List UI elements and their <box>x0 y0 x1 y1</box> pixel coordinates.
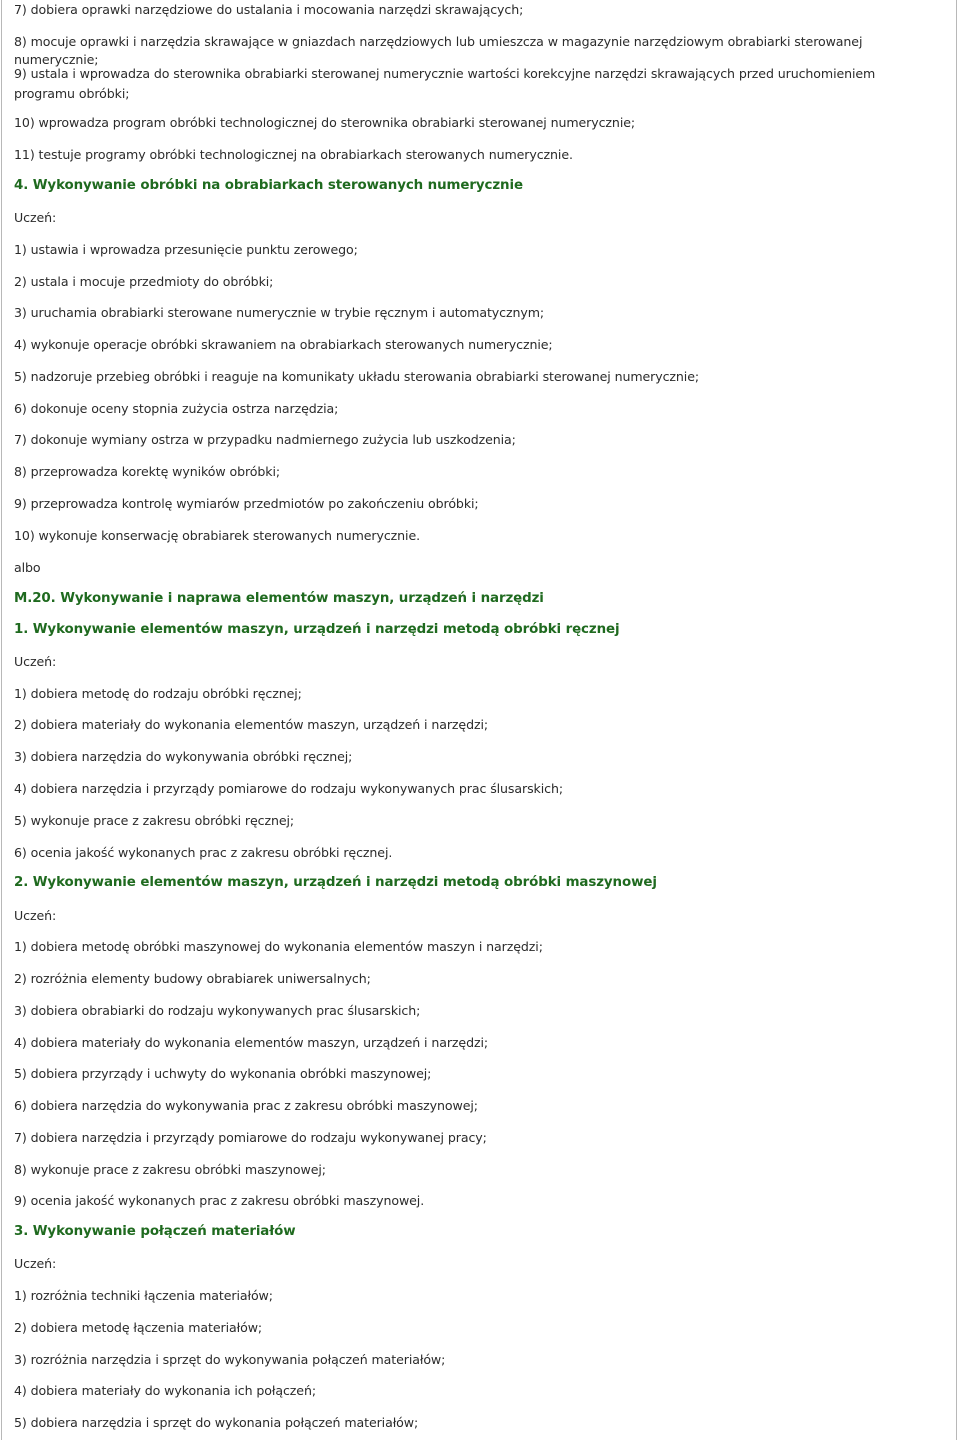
list-item: 10) wprowadza program obróbki technologicznej do sterownika obrabiarki sterowanej numerycznie; <box>14 115 636 130</box>
qualification-heading: M.20. Wykonywanie i naprawa elementów maszyn, urządzeń i narzędzi <box>14 591 544 606</box>
section-heading: 2. Wykonywanie elementów maszyn, urządzeń i narzędzi metodą obróbki maszynowej <box>14 875 657 890</box>
student-label: Uczeń: <box>14 210 57 225</box>
list-item: 9) ocenia jakość wykonanych prac z zakresu obróbki maszynowej. <box>14 1193 425 1208</box>
list-item: 10) wykonuje konserwację obrabiarek sterowanych numerycznie. <box>14 528 421 543</box>
list-item: 3) uruchamia obrabiarki sterowane numerycznie w trybie ręcznym i automatycznym; <box>14 305 545 320</box>
student-label: Uczeń: <box>14 1256 57 1271</box>
list-item: 9) ustala i wprowadza do sterownika obrabiarki sterowanej numerycznie wartości korekcyjne narzędzi skrawających przed uruchomieniem programu obróbki; <box>14 66 876 101</box>
list-item: 4) wykonuje operacje obróbki skrawaniem na obrabiarkach sterowanych numerycznie; <box>14 337 553 352</box>
list-item: 4) dobiera materiały do wykonania ich połączeń; <box>14 1383 316 1398</box>
list-item: 5) wykonuje prace z zakresu obróbki ręcznej; <box>14 813 295 828</box>
list-item: 2) ustala i mocuje przedmioty do obróbki; <box>14 274 274 289</box>
section-heading: 4. Wykonywanie obróbki na obrabiarkach sterowanych numerycznie <box>14 178 523 193</box>
list-item: 4) dobiera narzędzia i przyrządy pomiarowe do rodzaju wykonywanych prac ślusarskich; <box>14 781 563 796</box>
list-item: 9) przeprowadza kontrolę wymiarów przedmiotów po zakończeniu obróbki; <box>14 496 479 511</box>
section-heading: 1. Wykonywanie elementów maszyn, urządzeń i narzędzi metodą obróbki ręcznej <box>14 622 620 637</box>
list-item: 3) rozróżnia narzędzia i sprzęt do wykonywania połączeń materiałów; <box>14 1352 446 1367</box>
list-item: 8) wykonuje prace z zakresu obróbki maszynowej; <box>14 1162 326 1177</box>
list-item: 6) dokonuje oceny stopnia zużycia ostrza narzędzia; <box>14 401 339 416</box>
list-item: 7) dokonuje wymiany ostrza w przypadku nadmiernego zużycia lub uszkodzenia; <box>14 432 516 447</box>
list-item: 8) przeprowadza korektę wyników obróbki; <box>14 464 281 479</box>
list-item: 3) dobiera narzędzia do wykonywania obróbki ręcznej; <box>14 749 353 764</box>
list-item: 6) dobiera narzędzia do wykonywania prac z zakresu obróbki maszynowej; <box>14 1098 478 1113</box>
albo-label: albo <box>14 560 41 575</box>
student-label: Uczeń: <box>14 908 57 923</box>
list-item: 5) nadzoruje przebieg obróbki i reaguje na komunikaty układu sterowania obrabiarki sterowanej numerycznie; <box>14 369 699 384</box>
list-item: 7) dobiera narzędzia i przyrządy pomiarowe do rodzaju wykonywanej pracy; <box>14 1130 487 1145</box>
list-item: 8) mocuje oprawki i narzędzia skrawające w gniazdach narzędziowych lub umieszcza w magazynie narzędziowym obrabiarki sterowanej numerycznie; <box>14 34 863 67</box>
list-item: 1) rozróżnia techniki łączenia materiałów; <box>14 1288 273 1303</box>
list-item: 2) dobiera materiały do wykonania elementów maszyn, urządzeń i narzędzi; <box>14 717 489 732</box>
student-label: Uczeń: <box>14 654 57 669</box>
list-item: 1) dobiera metodę do rodzaju obróbki ręcznej; <box>14 686 302 701</box>
list-item: 5) dobiera narzędzia i sprzęt do wykonania połączeń materiałów; <box>14 1415 419 1430</box>
list-item: 6) ocenia jakość wykonanych prac z zakresu obróbki ręcznej. <box>14 845 393 860</box>
list-item: 1) dobiera metodę obróbki maszynowej do wykonania elementów maszyn i narzędzi; <box>14 939 543 954</box>
list-item: 7) dobiera oprawki narzędziowe do ustalania i mocowania narzędzi skrawających; <box>14 2 524 17</box>
list-item: 3) dobiera obrabiarki do rodzaju wykonywanych prac ślusarskich; <box>14 1003 421 1018</box>
list-item: 2) rozróżnia elementy budowy obrabiarek uniwersalnych; <box>14 971 371 986</box>
section-heading: 3. Wykonywanie połączeń materiałów <box>14 1224 296 1239</box>
list-item: 4) dobiera materiały do wykonania elementów maszyn, urządzeń i narzędzi; <box>14 1035 489 1050</box>
list-item: 5) dobiera przyrządy i uchwyty do wykonania obróbki maszynowej; <box>14 1066 432 1081</box>
list-item: 11) testuje programy obróbki technologicznej na obrabiarkach sterowanych numerycznie. <box>14 147 573 162</box>
list-item: 1) ustawia i wprowadza przesunięcie punktu zerowego; <box>14 242 358 257</box>
list-item: 2) dobiera metodę łączenia materiałów; <box>14 1320 263 1335</box>
